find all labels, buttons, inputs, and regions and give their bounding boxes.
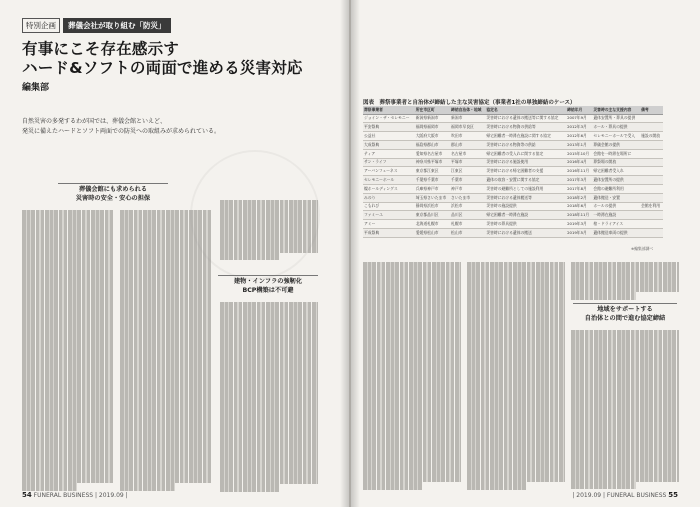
table-cell: 2012年3月 xyxy=(566,123,592,132)
table-cell: 公益社 xyxy=(363,132,415,141)
table-cell xyxy=(640,158,663,167)
table-cell: 千葉市 xyxy=(450,176,485,185)
right-page xyxy=(351,0,700,507)
subhead-2-line-1: 建物・インフラの強靭化 xyxy=(233,278,303,285)
table-cell: 江東区 xyxy=(450,167,485,176)
table-cell: 埼玉県さいたま市 xyxy=(415,193,450,202)
body-column-3b xyxy=(220,302,318,495)
table-cell xyxy=(640,123,663,132)
folio-text-right: | 2019.09 | FUNERAL BUSINESS xyxy=(572,492,667,499)
table-cell: 災害時における物資等の供給 xyxy=(485,140,566,149)
table-cell: 葬儀会館の提供 xyxy=(592,140,640,149)
table-cell: 2019年3月 xyxy=(566,220,592,229)
table-cell: 燦ホールディングス xyxy=(363,184,415,193)
table-cell: 2017年8月 xyxy=(566,184,592,193)
subhead-2 xyxy=(218,275,318,295)
table-row xyxy=(363,228,663,237)
author: 編集部 xyxy=(22,83,50,93)
table-cell: 品川区 xyxy=(450,211,485,220)
table-cell: 会館を一時滞在場所に xyxy=(592,149,640,158)
table-cell: ジョイン・ザ・セレモニー xyxy=(363,114,415,123)
agreements-table xyxy=(363,106,663,238)
body-column-1 xyxy=(22,210,114,495)
table-cell: セレモニーホールで受入 xyxy=(592,132,640,141)
table-cell: 札幌市 xyxy=(450,220,485,229)
subhead-1 xyxy=(58,183,168,203)
table-cell xyxy=(640,114,663,123)
table-row xyxy=(363,167,663,176)
headline-line-2: ハード&ソフトの両面で進める災害対応 xyxy=(22,59,303,77)
table-cell: 会館の避難所利用 xyxy=(592,184,640,193)
table-cell: 神戸市 xyxy=(450,184,485,193)
table-cell: 2015年10月 xyxy=(566,149,592,158)
table-cell: 東京都品川区 xyxy=(415,211,450,220)
table-cell: 2018年6月 xyxy=(566,202,592,211)
body-column-5 xyxy=(467,262,565,494)
table-cell: 兵庫県神戸市 xyxy=(415,184,450,193)
table-row xyxy=(363,176,663,185)
table-cell: 2018年11月 xyxy=(566,211,592,220)
left-page xyxy=(0,0,349,507)
body-column-4 xyxy=(363,262,461,494)
table-cell: 浜松市 xyxy=(450,202,485,211)
table-cell: 吹田市 xyxy=(450,132,485,141)
table-row xyxy=(363,114,663,123)
table-cell: 大阪府大阪市 xyxy=(415,132,450,141)
table-cell: 千葉県千葉市 xyxy=(415,176,450,185)
table-cell: 静岡県浜松市 xyxy=(415,202,450,211)
table-row xyxy=(363,149,663,158)
subhead-2-line-2: BCP構築は不可避 xyxy=(242,286,294,294)
table-cell xyxy=(640,149,663,158)
table-cell: 施設の開放 xyxy=(640,132,663,141)
table-cell: 遺体安置所の提供 xyxy=(592,176,640,185)
table-cell: 帰宅困難者の受入れに関する協定 xyxy=(485,149,566,158)
table-cell: 新潟市 xyxy=(450,114,485,123)
table-cell: アーバンフューネス xyxy=(363,167,415,176)
table-header-row xyxy=(363,106,663,114)
table-cell: 葬祭場の開放 xyxy=(592,158,640,167)
table-row xyxy=(363,193,663,202)
table-row xyxy=(363,123,663,132)
table-header: 備考 xyxy=(640,106,663,114)
table-cell: 災害時における帰宅困難者の支援 xyxy=(485,167,566,176)
table-cell: ティア xyxy=(363,149,415,158)
table-cell: 東京都江東区 xyxy=(415,167,450,176)
table-cell: 名古屋市 xyxy=(450,149,485,158)
table-cell: 災害時における施設使用 xyxy=(485,158,566,167)
table-cell: 災害時の葬具提供 xyxy=(485,220,566,229)
table-cell xyxy=(640,167,663,176)
headline-line-1: 有事にこそ存在感示す xyxy=(22,40,180,58)
table-cell: セレモニーホール xyxy=(363,176,415,185)
table-cell xyxy=(640,220,663,229)
subhead-1-line-2: 災害時の安全・安心の担保 xyxy=(75,194,151,202)
table-header: 所在市区町 xyxy=(415,106,450,114)
table-cell: 災害時における遺体の搬送等に関する協定 xyxy=(485,114,566,123)
lead-line-1: 自然災害の多発するわが国では、葬儀会館といえど、 xyxy=(22,118,167,125)
table-cell: 会館を利用 xyxy=(640,202,663,211)
table-cell: 2016年11月 xyxy=(566,167,592,176)
body-column-2 xyxy=(120,210,212,495)
subhead-3-line-1: 地域をサポートする xyxy=(597,306,653,313)
table-cell: 福岡市早良区 xyxy=(450,123,485,132)
feature-title: 葬儀会社が取り組む「防災」 xyxy=(63,18,171,33)
table-cell: 大成祭典 xyxy=(363,140,415,149)
table-cell: 災害時における物資の供給等 xyxy=(485,123,566,132)
page-number-right: 55 xyxy=(668,491,678,499)
body-column-3 xyxy=(220,200,318,260)
table-cell: 遺体の収容・安置に関する協定 xyxy=(485,176,566,185)
subhead-3 xyxy=(573,303,677,323)
table-cell: 神奈川県平塚市 xyxy=(415,158,450,167)
table-cell: 災害時における遺体搬送等 xyxy=(485,193,566,202)
table-note: ※編集部調べ xyxy=(631,246,654,251)
table-cell: 北海道札幌市 xyxy=(415,220,450,229)
table-row xyxy=(363,184,663,193)
table-cell xyxy=(640,228,663,237)
table-cell: 2012年6月 xyxy=(566,132,592,141)
table-cell: 帰宅困難者一時滞在施設に関する協定 xyxy=(485,132,566,141)
body-column-6a xyxy=(571,262,679,300)
lead-line-2: 発災に備えたハードとソフト両面での防災への取組みが求められている。 xyxy=(22,127,221,135)
folio-text-left: FUNERAL BUSINESS | 2019.09 | xyxy=(33,492,128,499)
table-row xyxy=(363,202,663,211)
feature-tag xyxy=(22,18,171,33)
table-cell: 一時滞在施設 xyxy=(592,211,640,220)
table-row xyxy=(363,211,663,220)
table-cell: 愛知県名古屋市 xyxy=(415,149,450,158)
table-cell: こもれび xyxy=(363,202,415,211)
table-title: 図表 葬祭事業者と自治体が締結した主な災害協定（事業者1社の単独締結のケース） xyxy=(363,100,576,106)
table-cell: 2007年9月 xyxy=(566,114,592,123)
subhead-1-line-1: 葬儀会館にも求められる xyxy=(78,186,148,193)
table-cell: 遺体搬送車両の提供 xyxy=(592,228,640,237)
table-cell: 愛媛県松山市 xyxy=(415,228,450,237)
table-header: 締結年月 xyxy=(566,106,592,114)
lead-text xyxy=(22,117,282,136)
table-cell: 災害時における遺体の搬送 xyxy=(485,228,566,237)
table-cell: 災害時の避難所としての施設利用 xyxy=(485,184,566,193)
table-cell: ファミーユ xyxy=(363,211,415,220)
table-cell: 福岡県福岡市 xyxy=(415,123,450,132)
table-cell: 平安祭典 xyxy=(363,123,415,132)
table-cell xyxy=(640,140,663,149)
table-cell: 遺体搬送・安置 xyxy=(592,193,640,202)
table-cell: 新潟県新潟市 xyxy=(415,114,450,123)
table-cell: 2019年5月 xyxy=(566,228,592,237)
table-cell: 2016年4月 xyxy=(566,158,592,167)
table-row xyxy=(363,140,663,149)
folio-right xyxy=(572,491,678,499)
subhead-3-line-2: 自治体との間で進む協定締結 xyxy=(584,314,666,322)
table-row xyxy=(363,158,663,167)
table-cell: 2013年1月 xyxy=(566,140,592,149)
table-cell: 2018年2月 xyxy=(566,193,592,202)
table-cell: 帰宅困難者一時滞在施設 xyxy=(485,211,566,220)
table-header: 葬祭事業者 xyxy=(363,106,415,114)
table-cell: アミー xyxy=(363,220,415,229)
binding-gutter xyxy=(340,0,360,507)
table-cell: みのり xyxy=(363,193,415,202)
table-cell: ホールの提供 xyxy=(592,202,640,211)
table-header: 協定名 xyxy=(485,106,566,114)
feature-label: 特別企画 xyxy=(22,18,60,33)
table-cell: 棺・ドライアイス xyxy=(592,220,640,229)
body-column-6b xyxy=(571,330,679,494)
headline xyxy=(22,40,303,78)
table-cell xyxy=(640,211,663,220)
table-cell: 災害時の施設提供 xyxy=(485,202,566,211)
table-cell: 2017年3月 xyxy=(566,176,592,185)
table-row xyxy=(363,220,663,229)
table-cell: 郡山市 xyxy=(450,140,485,149)
table-cell xyxy=(640,176,663,185)
table-header: 締結自治体・地域 xyxy=(450,106,485,114)
table-cell xyxy=(640,184,663,193)
table-cell: 平塚市 xyxy=(450,158,485,167)
table-cell: サン・ライフ xyxy=(363,158,415,167)
page-number-left: 54 xyxy=(22,491,32,499)
folio-left xyxy=(22,491,128,499)
table-cell: さいたま市 xyxy=(450,193,485,202)
table-cell: 遺体安置所・葬具の提供 xyxy=(592,114,640,123)
table-row xyxy=(363,132,663,141)
table-header: 災害時の主な支援内容 xyxy=(592,106,640,114)
table-cell: 松山市 xyxy=(450,228,485,237)
table-cell: 福島県郡山市 xyxy=(415,140,450,149)
table-cell: ホール・葬具の提供 xyxy=(592,123,640,132)
table-cell xyxy=(640,193,663,202)
table-cell: 平成祭典 xyxy=(363,228,415,237)
table-cell: 帰宅困難者受入れ xyxy=(592,167,640,176)
